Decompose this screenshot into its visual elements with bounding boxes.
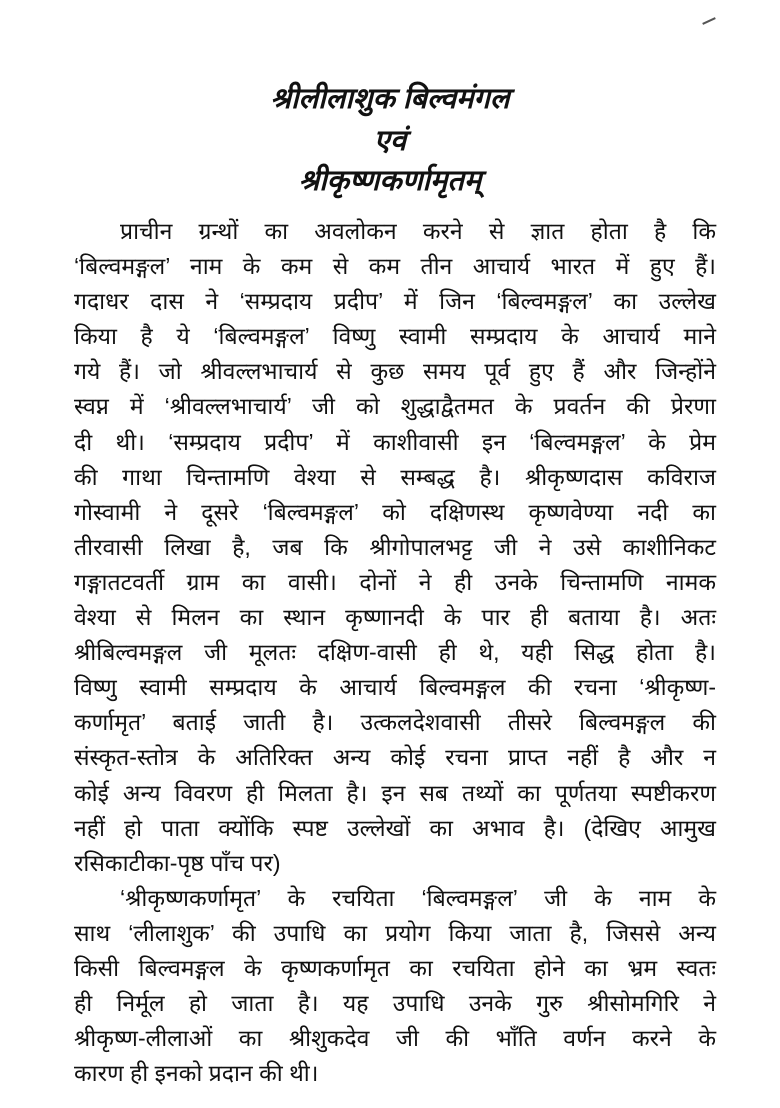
paragraph-1-line: स्वप्न में ‘श्रीवल्लभाचार्य’ जी को शुद्धाद्वैतमत के प्रवर्तन की प्रेरणा [74,393,716,420]
document-body [74,214,716,1091]
paragraph-1-line: तीरवासी लिखा है, जब कि श्रीगोपालभट्ट जी ने उसे काशीनिकट [74,533,716,560]
paragraph-1-line: विष्णु स्वामी सम्प्रदाय के आचार्य बिल्वमङ्गल की रचना ‘श्रीकृष्ण- [74,674,716,701]
paragraph-1-line: वेश्या से मिलन का स्थान कृष्णानदी के पार ही बताया है। अतः [74,604,716,631]
paragraph-1-line: प्राचीन ग्रन्थों का अवलोकन करने से ज्ञात होता है कि [120,218,716,244]
paragraph-1-line: कर्णामृत’ बताई जाती है। उत्कलदेशवासी तीसरे बिल्वमङ्गल की [74,709,716,736]
paragraph-1-line: गङ्गातटवर्ती ग्राम का वासी। दोनों ने ही उनके चिन्तामणि नामक [74,568,716,595]
paragraph-1-line: गदाधर दास ने ‘सम्प्रदाय प्रदीप’ में जिन ‘बिल्वमङ्गल’ का उल्लेख [74,288,716,315]
paragraph-2-line: किसी बिल्वमङ्गल के कृष्णकर्णामृत का रचयिता होने का भ्रम स्वतः [74,954,716,981]
paragraph-2-line: ‘श्रीकृष्णकर्णामृत’ के रचयिता ‘बिल्वमङ्गल’ जी के नाम के [120,884,716,911]
title-block [0,78,780,202]
paragraph-1-line: संस्कृत-स्तोत्र के अतिरिक्त अन्य कोई रचना प्राप्त नहीं है और न [74,744,716,771]
paragraph-1-line: रसिकाटीका-पृष्ठ पाँच पर) [74,849,281,876]
pen-mark [702,17,716,25]
paragraph-1-line: ‘बिल्वमङ्गल’ नाम के कम से कम तीन आचार्य भारत में हुए हैं। [74,253,716,280]
paragraph-1-line: गोस्वामी ने दूसरे ‘बिल्वमङ्गल’ को दक्षिणस्थ कृष्णवेण्या नदी का [74,498,716,525]
paragraph-1-line: की गाथा चिन्तामणि वेश्या से सम्बद्ध है। श्रीकृष्णदास कविराज [74,463,716,490]
paragraph-1-line: दी थी। ‘सम्प्रदाय प्रदीप’ में काशीवासी इन ‘बिल्वमङ्गल’ के प्रेम [74,428,716,455]
paragraph-1-line: नहीं हो पाता क्योंकि स्पष्ट उल्लेखों का अभाव है। (देखिए आमुख [74,814,716,841]
paragraph-2-line: ही निर्मूल हो जाता है। यह उपाधि उनके गुरु श्रीसोमगिरि ने [74,990,716,1017]
paragraph-1-line: गये हैं। जो श्रीवल्लभाचार्य से कुछ समय पूर्व हुए हैं और जिन्होंने [74,358,716,385]
paragraph-2-line: कारण ही इनको प्रदान की थी। [74,1060,319,1087]
paragraph-2-line: साथ ‘लीलाशुक’ की उपाधि का प्रयोग किया जाता है, जिससे अन्य [74,919,716,946]
paragraph-1-line: किया है ये ‘बिल्वमङ्गल’ विष्णु स्वामी सम्प्रदाय के आचार्य माने [74,323,716,350]
paragraph-2-line: श्रीकृष्ण-लीलाओं का श्रीशुकदेव जी की भाँति वर्णन करने के [74,1025,716,1052]
title-conjunction: एवं [373,125,407,157]
paragraph-1-line: कोई अन्य विवरण ही मिलता है। इन सब तथ्यों का पूर्णतया स्पष्टीकरण [74,779,716,806]
page-subtitle: श्रीकृष्णकर्णामृतम् [298,165,482,197]
page-title: श्रीलीलाशुक बिल्वमंगल [270,83,510,115]
paragraph-1-line: श्रीबिल्वमङ्गल जी मूलतः दक्षिण-वासी ही थे, यही सिद्ध होता है। [74,639,716,666]
